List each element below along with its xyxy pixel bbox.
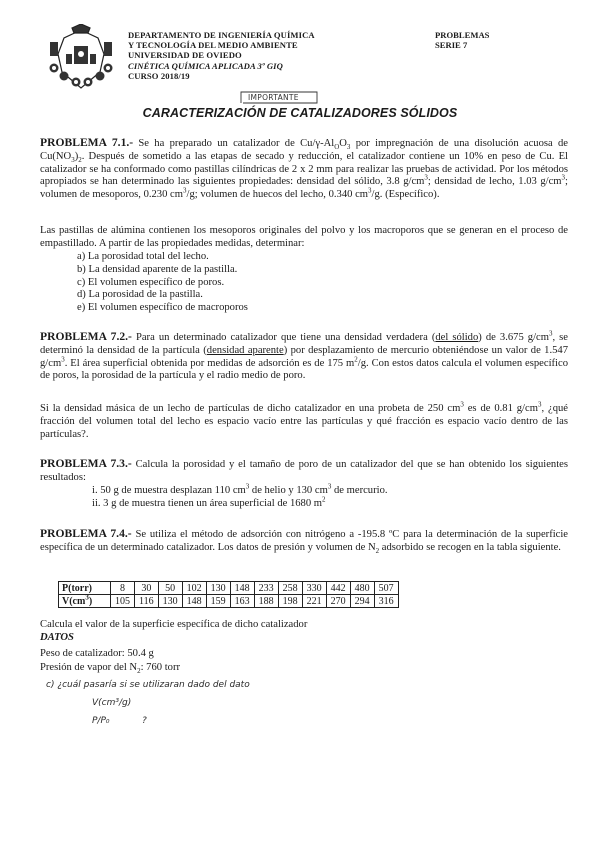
problem-7-2-part-2: Si la densidad másica de un lecho de partículas de dicho catalizador en una probeta de 250 $cm^3$ es de 0.81 $g/cm^3$, ¿qué fracción del volumen total del lecho es espacio vacío entre las partículas y qué fracción es espacio vacío dentro de las partículas?.: [40, 400, 568, 440]
row-label: P(torr): [59, 582, 111, 595]
problem-7-1-paragraph-2: Las pastillas de alúmina contienen los mesoporos originales del polvo y los macroporos que se generan en el proceso de empastillado. A partir de las propiedades medidas, determinar:: [40, 225, 568, 249]
table-cell: 480: [350, 582, 374, 595]
handwritten-note-vcm: V(cm³/g): [92, 698, 132, 708]
handwritten-note-ppo: P/P₀: [92, 716, 110, 726]
table-cell: 316: [374, 595, 398, 608]
problem-7-4: PROBLEMA 7.4.- Se utiliza el método de adsorción con nitrógeno a -195.8 ºC para la determinación de la superficie específica de un determinado catalizador. Los datos de presión y volumen de $N_2$ adsorbido se recogen en la tabla siguiente.: [40, 527, 569, 555]
handwritten-note: c) ¿cuál pasaría si se utilizaran dado del dato: [46, 680, 250, 690]
problem-7-3-items: [92, 482, 388, 511]
catalyst-weight: Peso de catalizador: 50.4 g: [40, 648, 154, 659]
list-item: ii. 3 g de muestra tienen un área superficial de 1680 $m^2$: [92, 495, 326, 509]
table-cell: 442: [326, 582, 350, 595]
datos-heading: DATOS: [40, 632, 74, 643]
handwritten-stamp-text: IMPORTANTE: [248, 93, 299, 102]
table-row-pressure: [59, 582, 399, 595]
list-item: a) La porosidad total del lecho.: [77, 251, 209, 262]
table-cell: 105: [111, 595, 135, 608]
table-cell: 130: [206, 582, 230, 595]
table-cell: 233: [254, 582, 278, 595]
problem-7-4-number: PROBLEMA 7.4.-: [40, 527, 132, 540]
table-cell: 148: [230, 582, 254, 595]
university-crest-logo: [44, 24, 118, 96]
list-item: e) El volumen específico de macroporos: [77, 302, 248, 314]
series-number: SERIE 7: [435, 40, 468, 51]
problem-7-1: PROBLEMA 7.1.- Se ha preparado un catalizador de $Cu/\gamma-Al_OO_3$ por impregnación de una disolución acuosa de $Cu(NO_3)_2$. Después de sometido a las etapas de secado y reducción, el catalizador contiene un 10% en peso de Cu. El catalizador se ha conformado como pastillas cilíndricas de 2 x 2 mm para realizar las pruebas de actividad. Por los métodos apropiados se han determinado las siguientes propiedades: densidad del sólido, 3.8 $g/cm^3$; densidad de lecho, 1.03 $g/cm^3$; volumen de mesoporos, 0.230 $cm^3/g$; volumen de huecos del lecho, 0.340 $cm^3/g$. (Específico).: [40, 136, 568, 201]
table-cell: 188: [254, 595, 278, 608]
dept-line-3: UNIVERSIDAD DE OVIEDO: [128, 50, 242, 61]
course-year: CURSO 2018/19: [128, 70, 190, 81]
handwritten-question-mark: ?: [142, 716, 147, 726]
table-cell: 130: [158, 595, 182, 608]
table-cell: 330: [302, 582, 326, 595]
series-header: [435, 30, 489, 50]
table-cell: 102: [182, 582, 206, 595]
problem-7-3-number: PROBLEMA 7.3.-: [40, 457, 132, 470]
table-cell: 507: [374, 582, 398, 595]
table-cell: 294: [350, 595, 374, 608]
dept-line-1: DEPARTAMENTO DE INGENIERÍA QUÍMICA: [128, 30, 315, 40]
problem-7-2-number: PROBLEMA 7.2.-: [40, 330, 132, 343]
problem-7-3: PROBLEMA 7.3.- Calcula la porosidad y el tamaño de poro de un catalizador del que se han obtenido los siguientes resultados:: [40, 457, 569, 483]
table-cell: 159: [206, 595, 230, 608]
table-cell: 116: [135, 595, 159, 608]
list-item: b) La densidad aparente de la pastilla.: [77, 263, 238, 275]
table-cell: 198: [278, 595, 302, 608]
problem-7-2: PROBLEMA 7.2.- Para un determinado catalizador que tiene una densidad verdadera (del sólido) de 3.675 $g/cm^3$, se determinó la densidad de la partícula (densidad aparente) por desplazamiento de mercurio obteniéndose un valor de 1.547 $g/cm^3$. El área superficial obtenida por medidas de adsorción es de 175 $m^2/g$. Con estos datos calcula el volumen específico de poros, la porosidad de la partícula y el radio medio de poro.: [40, 329, 569, 382]
doc-type: PROBLEMAS: [435, 30, 490, 40]
course-subject: CINÉTICA QUÍMICA APLICADA 3º GIQ: [128, 60, 283, 71]
table-cell: 221: [302, 595, 326, 608]
dept-line-2: Y TECNOLOGÍA DEL MEDIO AMBIENTE: [128, 40, 298, 51]
list-item: d) La porosidad de la pastilla.: [77, 289, 203, 301]
list-item: c) El volumen específico de poros.: [77, 276, 225, 288]
table-cell: 30: [135, 582, 159, 595]
vapor-pressure: Presión de vapor del $N_2$: 760 torr: [40, 662, 181, 676]
table-cell: 148: [182, 595, 206, 608]
adsorption-data-table: [58, 581, 399, 608]
table-cell: 163: [230, 595, 254, 608]
table-cell: 50: [158, 582, 182, 595]
list-item: i. 50 g de muestra desplazan 110 $cm^3$ de helio y 130 $cm^3$ de mercurio.: [92, 482, 388, 496]
page-title: CARACTERIZACIÓN DE CATALIZADORES SÓLIDOS: [142, 106, 458, 120]
department-header: [128, 30, 315, 81]
problem-7-1-number: PROBLEMA 7.1.-: [40, 136, 134, 149]
row-label: $V(cm^3)$: [59, 595, 111, 608]
table-cell: 8: [111, 582, 135, 595]
table-row-volume: [59, 595, 399, 608]
table-cell: 270: [326, 595, 350, 608]
problem-7-4-question: Calcula el valor de la superficie específica de dicho catalizador: [40, 619, 308, 630]
problem-7-1-items: [77, 251, 248, 315]
table-cell: 258: [278, 582, 302, 595]
